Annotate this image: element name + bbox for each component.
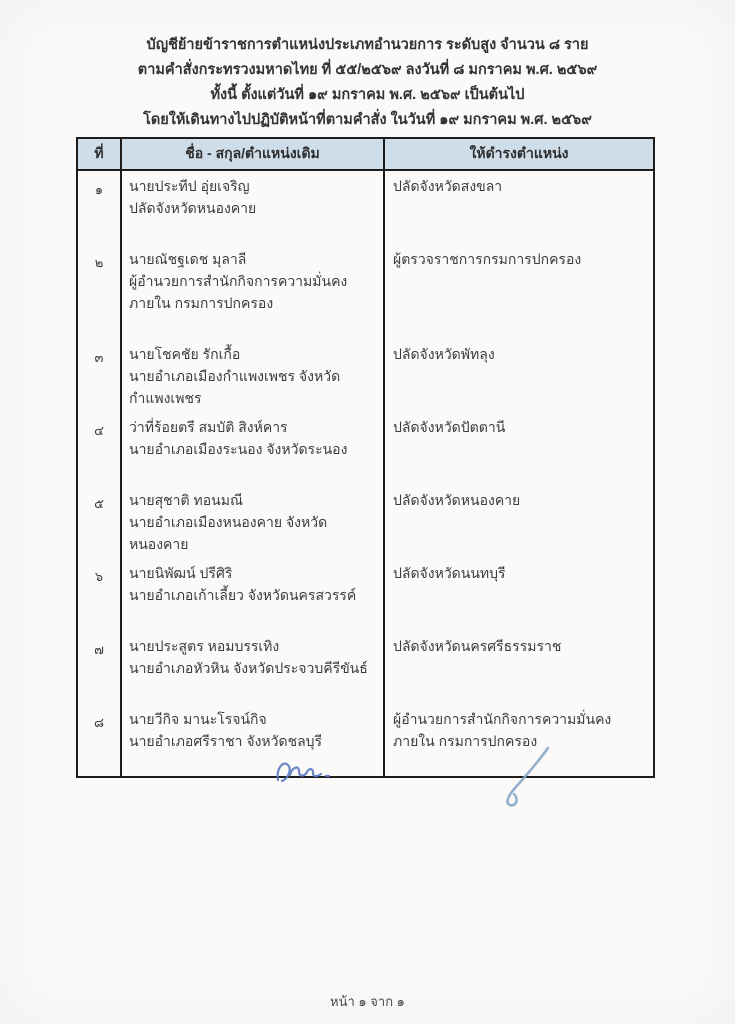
transfer-table [76, 137, 655, 778]
table-header-row [78, 139, 653, 171]
name-cell [120, 631, 385, 704]
column-header-new-position: ให้ดำรงตำแหน่ง [469, 145, 569, 161]
new-position: ผู้ตรวจราชการกรมการปกครอง [393, 251, 582, 267]
former-position: ผู้อำนวยการสำนักกิจการความมั่นคงภายใน กรมการปกครอง [129, 273, 348, 311]
former-position: นายอำเภอเมืองหนองคาย จังหวัดหนองคาย [129, 514, 328, 552]
row-number: ๓ [94, 350, 104, 365]
name-cell [120, 171, 385, 244]
table-row [78, 339, 653, 412]
person-name: นายประทีป อุ่ยเจริญ [129, 178, 250, 194]
row-number: ๑ [94, 182, 104, 197]
new-position: ปลัดจังหวัดนครศรีธรรมราช [393, 638, 562, 654]
column-header-name-former-position: ชื่อ - สกุล/ตำแหน่งเดิม [120, 139, 385, 169]
new-position: ผู้อำนวยการสำนักกิจการความมั่นคงภายใน กรมการปกครอง [393, 711, 612, 749]
person-name: นายณัชฐเดช มุลาลี [129, 251, 247, 267]
header-line-3: ทั้งนี้ ตั้งแต่วันที่ ๑๙ มกราคม พ.ศ. ๒๕๖๙ เป็นต้นไป [210, 87, 525, 103]
header-line-4: โดยให้เดินทางไปปฏิบัติหน้าที่ตามคำสั่ง ในวันที่ ๑๙ มกราคม พ.ศ. ๒๕๖๙ [143, 112, 592, 128]
person-name: นายโชคชัย รักเกื้อ [129, 346, 241, 362]
table-row [78, 244, 653, 339]
row-number: ๖ [94, 569, 104, 584]
table-row [78, 704, 653, 776]
name-cell [120, 339, 385, 412]
new-position: ปลัดจังหวัดปัตตานี [393, 419, 506, 435]
row-number: ๘ [93, 715, 105, 730]
page-number: หน้า ๑ จาก ๑ [330, 994, 405, 1009]
new-position: ปลัดจังหวัดนนทบุรี [393, 565, 506, 581]
person-name: นายวีกิจ มานะโรจน์กิจ [129, 711, 267, 727]
new-position: ปลัดจังหวัดพัทลุง [393, 346, 495, 362]
name-cell [120, 244, 385, 339]
former-position: นายอำเภอศรีราชา จังหวัดชลบุรี [129, 733, 323, 749]
former-position: นายอำเภอเก้าเลี้ยว จังหวัดนครสวรรค์ [129, 587, 357, 603]
name-cell [120, 558, 385, 631]
person-name: นายสุชาติ ทอนมณี [129, 492, 243, 508]
former-position: นายอำเภอหัวหิน จังหวัดประจวบคีรีขันธ์ [129, 660, 368, 676]
table-row [78, 631, 653, 704]
table-row [78, 485, 653, 558]
name-cell [120, 704, 385, 776]
person-name: ว่าที่ร้อยตรี สมบัติ สิงห์คาร [129, 419, 288, 435]
table-row [78, 558, 653, 631]
row-number: ๔ [94, 423, 104, 438]
former-position: ปลัดจังหวัดหนองคาย [129, 200, 257, 216]
header-line-2: ตามคำสั่งกระทรวงมหาดไทย ที่ ๕๕/๒๕๖๙ ลงวันที่ ๘ มกราคม พ.ศ. ๒๕๖๙ [137, 62, 598, 78]
new-position: ปลัดจังหวัดหนองคาย [393, 492, 521, 508]
row-number: ๗ [94, 642, 104, 657]
document-header [0, 33, 735, 133]
row-number: ๕ [94, 496, 104, 511]
row-number: ๒ [94, 255, 104, 270]
former-position: นายอำเภอเมืองกำแพงเพชร จังหวัดกำแพงเพชร [129, 368, 341, 406]
new-position: ปลัดจังหวัดสงขลา [393, 178, 503, 194]
former-position: นายอำเภอเมืองระนอง จังหวัดระนอง [129, 441, 348, 457]
name-cell [120, 485, 385, 558]
table-row [78, 171, 653, 244]
person-name: นายนิพัฒน์ ปรีศิริ [129, 565, 233, 581]
header-line-1: บัญชีย้ายข้าราชการตำแหน่งประเภทอำนวยการ ระดับสูง จำนวน ๘ ราย [146, 37, 589, 53]
column-header-no: ที่ [94, 145, 104, 161]
person-name: นายประสูตร หอมบรรเทิง [129, 638, 280, 654]
table-row [78, 412, 653, 485]
name-cell [120, 412, 385, 485]
